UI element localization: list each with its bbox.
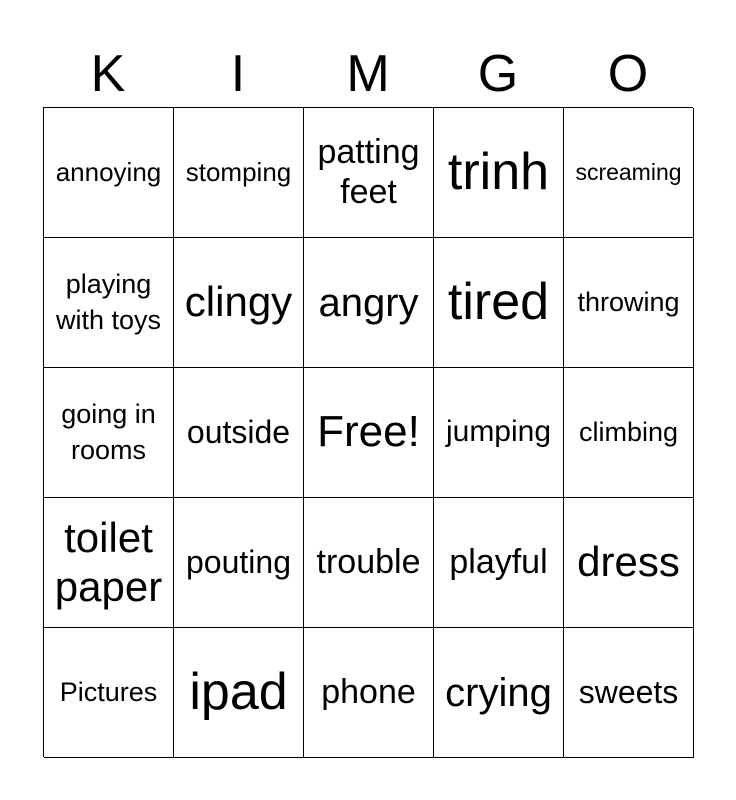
bingo-cell[interactable]: [44, 238, 174, 368]
cell-text: angry: [318, 280, 419, 325]
bingo-cell[interactable]: [304, 368, 434, 498]
cell-text: patting feet: [317, 133, 420, 211]
bingo-board: [43, 107, 693, 757]
header-letter-m: M: [346, 45, 390, 103]
cell-text: climbing: [578, 416, 679, 447]
header-letter-o: O: [607, 45, 649, 103]
bingo-cell[interactable]: [564, 368, 694, 498]
bingo-cell[interactable]: [434, 498, 564, 628]
bingo-cell[interactable]: [434, 108, 564, 238]
cell-text: sweets: [578, 674, 679, 711]
bingo-cell[interactable]: [304, 238, 434, 368]
bingo-cell[interactable]: [174, 498, 304, 628]
header-letter-i: I: [230, 45, 246, 103]
cell-text: outside: [186, 414, 291, 451]
bingo-cell[interactable]: [304, 628, 434, 758]
bingo-cell[interactable]: [434, 238, 564, 368]
cell-text: trouble: [316, 542, 421, 581]
bingo-header: [43, 42, 693, 106]
cell-text: Pictures: [59, 676, 158, 707]
cell-text: clingy: [184, 278, 293, 326]
free-space-text: Free!: [317, 407, 420, 457]
bingo-cell[interactable]: [564, 498, 694, 628]
bingo-cell[interactable]: [44, 498, 174, 628]
header-letter-g: G: [477, 45, 519, 103]
cell-text: toilet paper: [54, 514, 163, 610]
cell-text: stomping: [185, 156, 292, 187]
cell-text: jumping: [445, 415, 552, 449]
bingo-cell[interactable]: [174, 238, 304, 368]
cell-text: throwing: [577, 286, 680, 317]
cell-text: playful: [449, 542, 548, 581]
bingo-cell[interactable]: [44, 108, 174, 238]
cell-text: screaming: [575, 159, 682, 186]
bingo-cell[interactable]: [564, 238, 694, 368]
bingo-cell[interactable]: [564, 108, 694, 238]
cell-text: annoying: [55, 156, 162, 187]
bingo-cell[interactable]: [434, 628, 564, 758]
bingo-cell[interactable]: [174, 628, 304, 758]
cell-text: pouting: [186, 544, 291, 581]
bingo-cell[interactable]: [44, 628, 174, 758]
cell-text: playing with toys: [55, 269, 162, 335]
bingo-cell[interactable]: [174, 368, 304, 498]
bingo-cell[interactable]: [304, 498, 434, 628]
bingo-cell[interactable]: [174, 108, 304, 238]
header-letter-k: K: [90, 45, 126, 103]
cell-text: ipad: [189, 662, 288, 721]
cell-text: dress: [577, 538, 680, 586]
cell-text: going in rooms: [61, 399, 156, 465]
cell-text: phone: [321, 672, 416, 711]
bingo-cell[interactable]: [304, 108, 434, 238]
bingo-cell[interactable]: [434, 368, 564, 498]
cell-text: trinh: [447, 142, 550, 201]
cell-text: tired: [447, 272, 550, 331]
cell-text: crying: [445, 670, 552, 715]
bingo-cell[interactable]: [564, 628, 694, 758]
bingo-cell[interactable]: [44, 368, 174, 498]
